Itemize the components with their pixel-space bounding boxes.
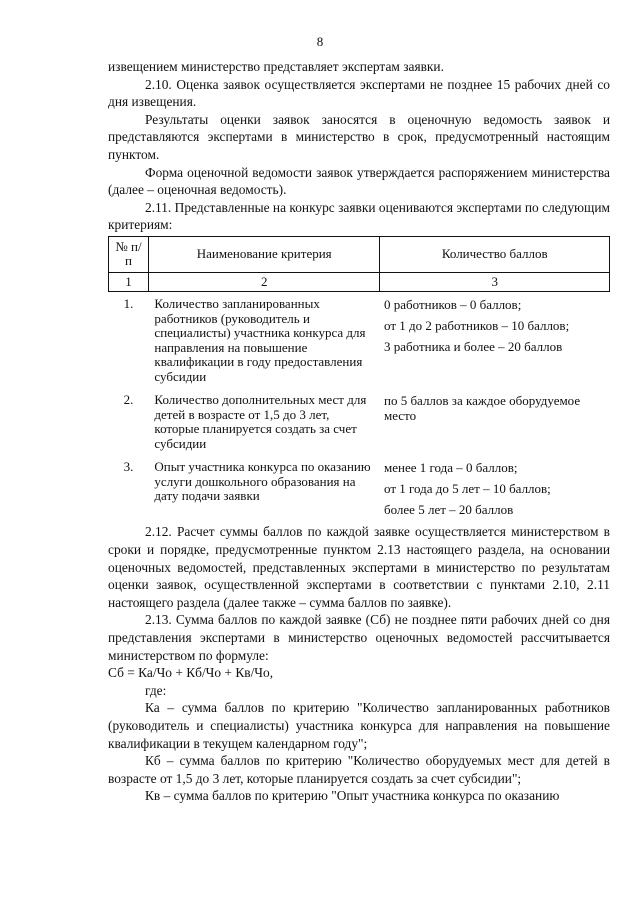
definition-kv: Кв – сумма баллов по критерию "Опыт участника конкурса по оказанию [145,788,560,804]
points-line: по 5 баллов за каждое оборудуемое место [383,393,581,424]
criterion-points [380,292,610,389]
paragraph-2-12: 2.12. Расчет суммы баллов по каждой заявке осуществляется министерством в сроки и порядке, предусмотренные пунктом 2.13 настоящего раздела, на основании оценочных ведомостей, представленных экспертами в министерство по результатам оценки заявок, осуществленной экспертами в соответствии с пунктами 2.10, 2.11 настоящего раздела (далее также – сумма баллов по заявке). [108,524,610,610]
paragraph-2-10: 2.10. Оценка заявок осуществляется экспертами не позднее 15 рабочих дней со дня извещения. [108,76,610,110]
criterion-name: Количество дополнительных мест для детей в возрасте от 1,5 до 3 лет, которые планируется создать за счет субсидии [154,392,367,451]
header-number: № п/п [109,236,149,272]
header-criterion-name: Наименование критерия [148,236,380,272]
paragraph: извещением министерство представляет экспертам заявки. [108,59,444,74]
definition-kb: Кб – сумма баллов по критерию "Количество оборудуемых мест для детей в возрасте от 1,5 до 3 лет, которые планируется создать за счет субсидии"; [108,753,610,786]
page-number: 8 [316,34,324,49]
column-number: 3 [380,272,610,292]
row-number: 3. [123,459,134,475]
table-column-numbers-row [109,272,610,292]
table-row [109,388,610,455]
points-line: от 1 года до 5 лет – 10 баллов; [383,481,551,497]
paragraph: Результаты оценки заявок заносятся в оценочную ведомость заявок и представляются экспертами в министерство в срок, предусмотренный настоящим пунктом. [108,111,610,162]
paragraph-2-11: 2.11. Представленные на конкурс заявки оцениваются экспертами по следующим критериям: [108,199,610,233]
criterion-points [380,455,610,521]
points-line: 3 работника и более – 20 баллов [383,339,563,355]
criterion-name: Количество запланированных работников (руководитель и специалисты) участника конкурса для направления на повышение квалификации в году предоставления субсидии [154,296,366,384]
points-line: от 1 до 2 работников – 10 баллов; [383,318,570,334]
row-number: 2. [123,392,134,408]
formula: Сб = Ка/Чо + Кб/Чо + Кв/Чо, [108,665,274,681]
column-number: 2 [148,272,380,292]
criterion-name: Опыт участника конкурса по оказанию услуги дошкольного образования на дату подачи заявки [154,459,371,504]
criteria-table [108,236,610,522]
points-line: 0 работников – 0 баллов; [383,297,522,313]
table-row [109,292,610,389]
criterion-points [380,388,610,455]
table-row [109,455,610,521]
where-label: где: [145,682,167,698]
paragraph: Форма оценочной ведомости заявок утверждается распоряжением министерства (далее – оценочная ведомость). [108,164,610,198]
definition-ka: Ка – сумма баллов по критерию "Количество запланированных работников (руководитель и специалисты) участника конкурса для направления на повышение квалификации в текущем календарном году"; [108,700,610,751]
header-points: Количество баллов [380,236,610,272]
row-number: 1. [123,296,134,312]
points-line: менее 1 года – 0 баллов; [383,460,518,476]
points-line: более 5 лет – 20 баллов [383,502,514,518]
paragraph-2-13: 2.13. Сумма баллов по каждой заявке (Сб) не позднее пяти рабочих дней со дня представления экспертами в министерство оценочных ведомостей рассчитывается министерством по формуле: [108,612,610,663]
table-header-row [109,236,610,272]
document-body [108,58,610,805]
column-number: 1 [109,272,149,292]
